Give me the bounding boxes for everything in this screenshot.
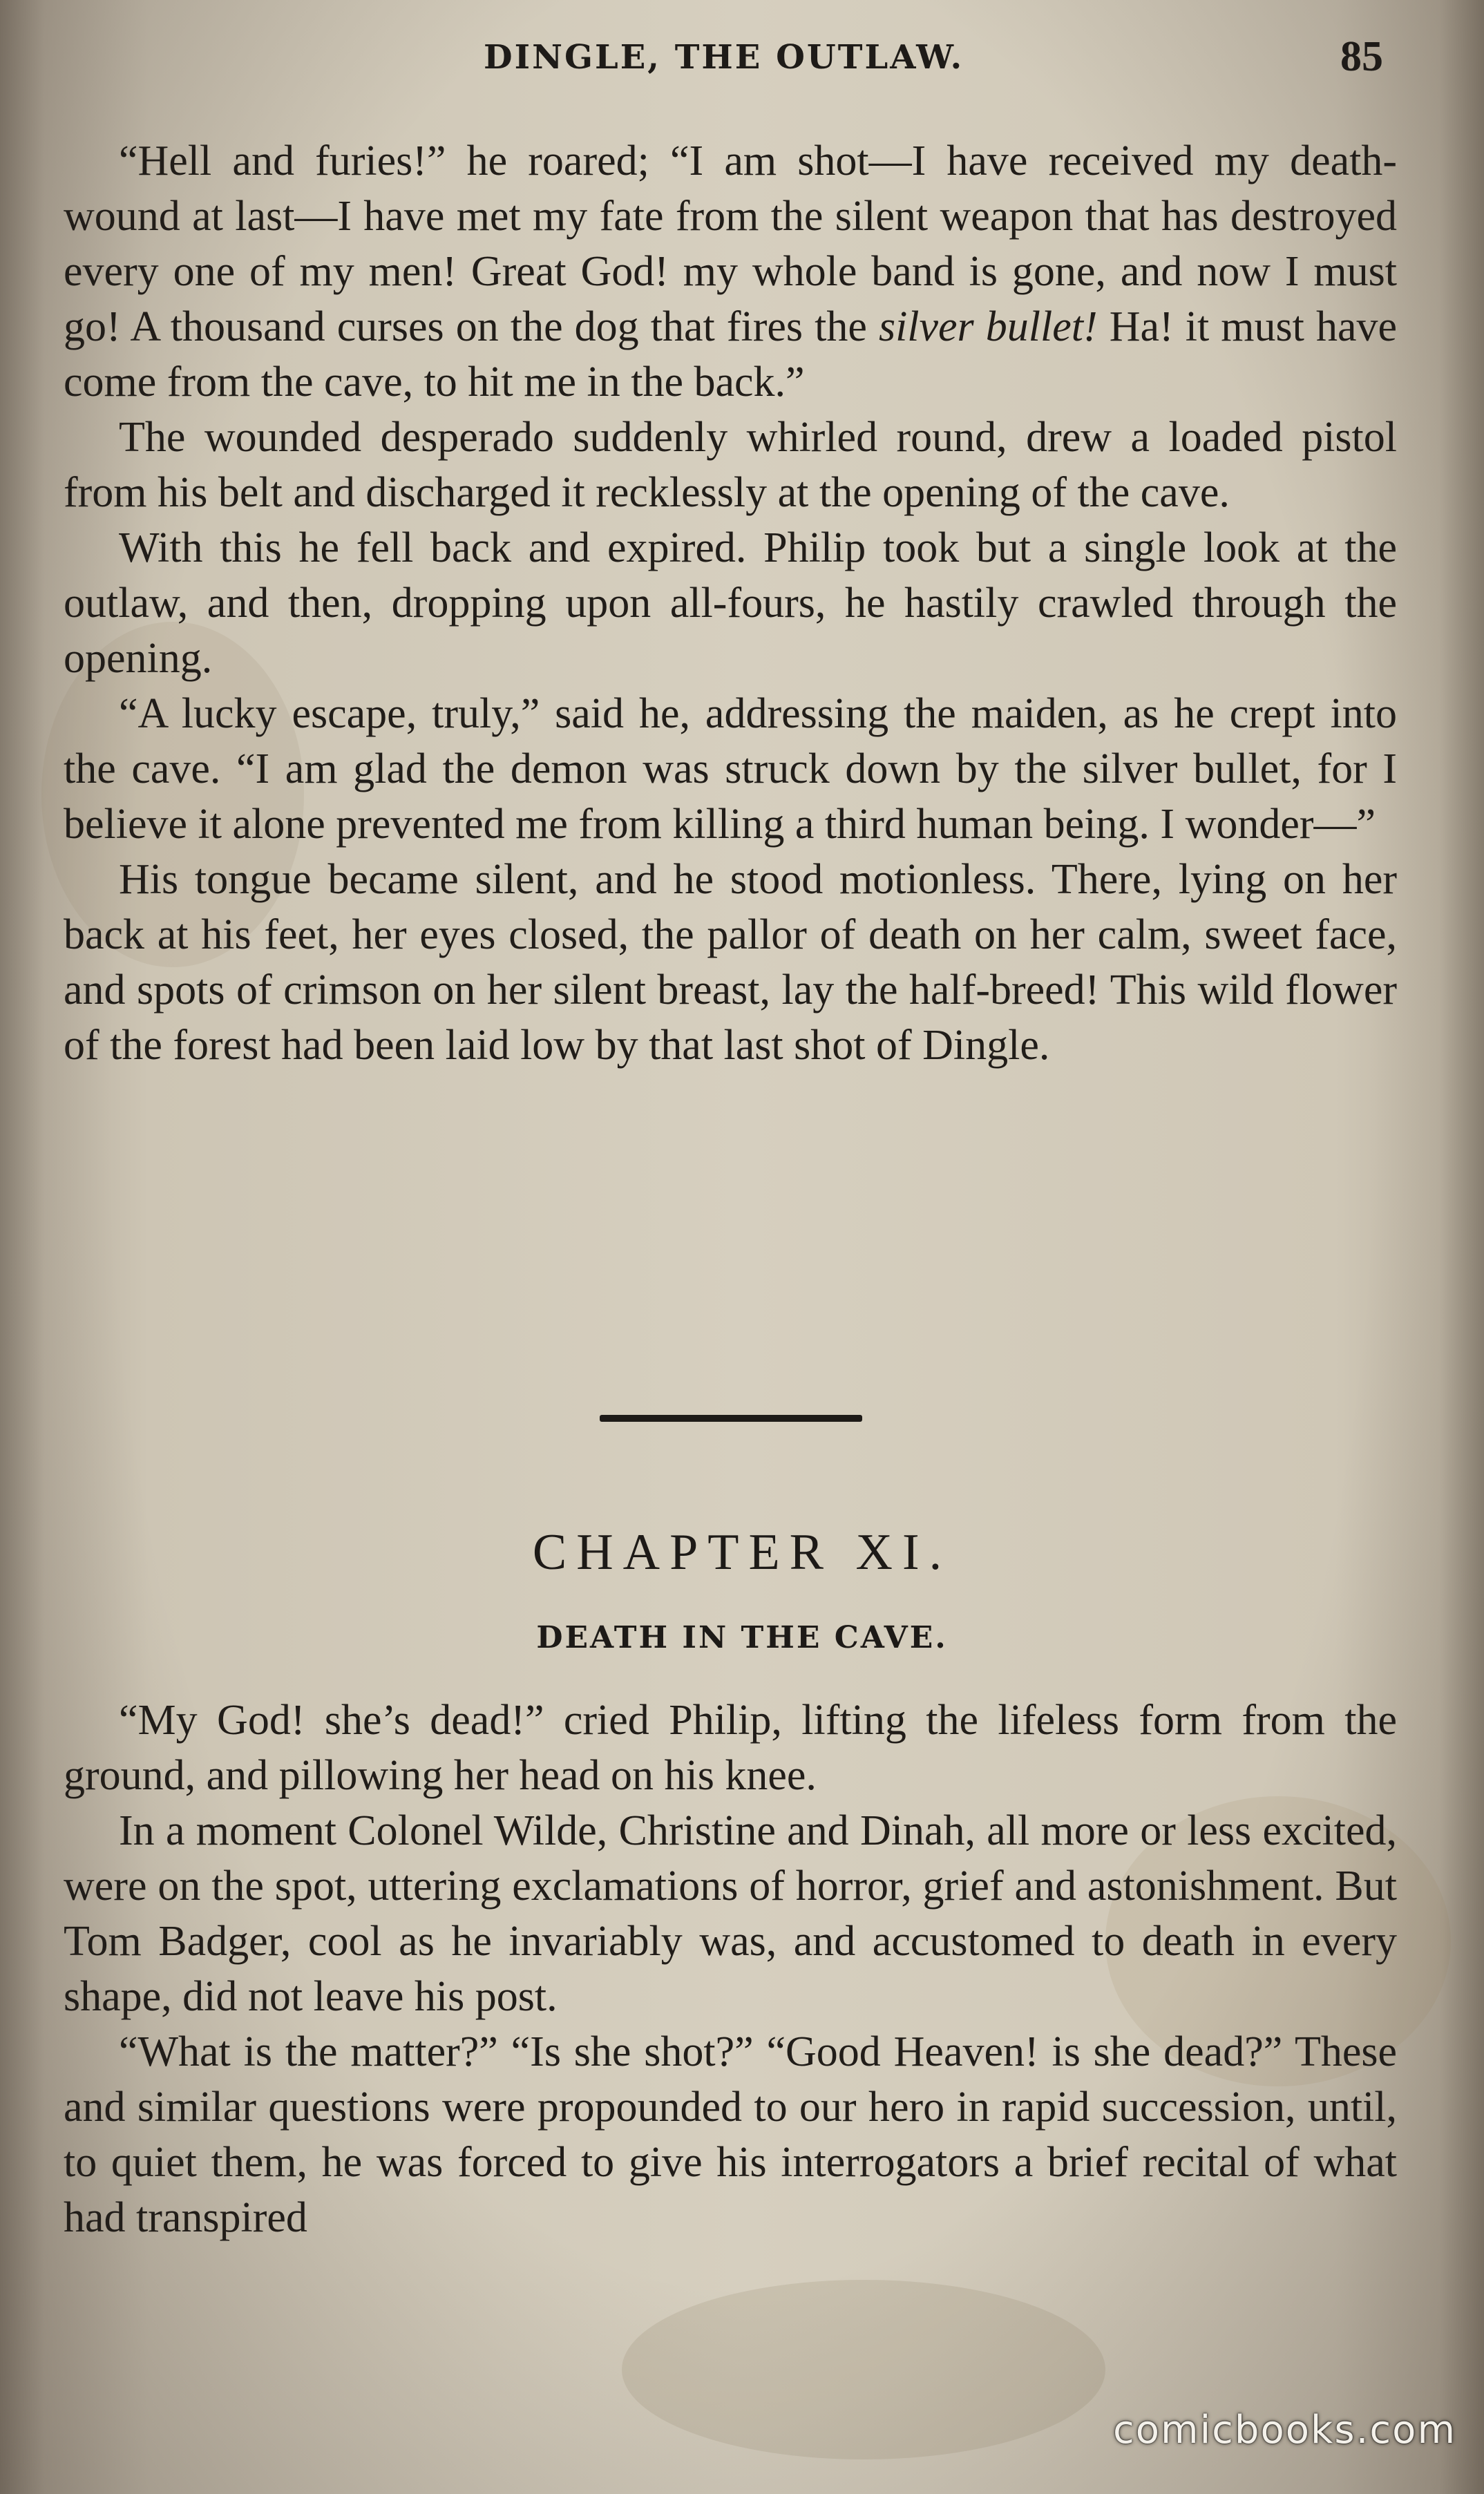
chapter-title: CHAPTER XI. <box>532 1524 952 1581</box>
section-divider <box>600 1415 862 1422</box>
italic-phrase: silver bullet! <box>878 303 1098 350</box>
paragraph: “My God! she’s dead!” cried Philip, lifting the lifeless form from the ground, and pillowing her head on his knee. <box>64 1697 1397 1799</box>
body-text-top <box>64 133 1397 1073</box>
body-text-bottom <box>64 1693 1397 2245</box>
paragraph: His tongue became silent, and he stood motionless. There, lying on her back at his feet, her eyes closed, the pallor of death on her calm, sweet face, and spots of crimson on her silent breast, lay the half-breed! This wild flower of the forest had been laid low by that last shot of Dingle. <box>64 856 1397 1069</box>
page-number: 85 <box>1340 33 1383 80</box>
paragraph: “A lucky escape, truly,” said he, addressing the maiden, as he crept into the cave. “I am glad the demon was struck down by the silver bullet, for I believe it alone prevented me from killing a third human being. I wonder—” <box>64 690 1397 848</box>
paragraph: “Hell and furies!” he roared; “I am shot—I have received my death-wound at last—I have met my fate from the silent weapon that has destroyed every one of my men! Great God! my whole band is gone, and now I must go! A thousand curses on the dog that fires the silver bullet! Ha! it must have come from the cave, to hit me in the back.” <box>64 137 1397 406</box>
paragraph: The wounded desperado suddenly whirled round, drew a loaded pistol from his belt and discharged it recklessly at the opening of the cave. <box>64 414 1397 516</box>
paragraph: With this he fell back and expired. Philip took but a single look at the outlaw, and then, dropping upon all-fours, he hastily crawled through the opening. <box>64 524 1397 682</box>
paragraph: In a moment Colonel Wilde, Christine and Dinah, all more or less excited, were on the spot, uttering exclamations of horror, grief and astonishment. But Tom Badger, cool as he invariably was, and accustomed to death in every shape, did not leave his post. <box>64 1807 1397 2020</box>
page-header <box>0 33 1484 100</box>
running-head: DINGLE, THE OUTLAW. <box>484 38 964 77</box>
watermark: comicbooks.com <box>1112 2408 1456 2453</box>
paragraph: “What is the matter?” “Is she shot?” “Good Heaven! is she dead?” These and similar questions were propounded to our hero in rapid succession, until, to quiet them, he was forced to give his interrogators a brief recital of what had transpired <box>64 2028 1397 2241</box>
page-stain <box>622 2280 1105 2459</box>
chapter-subtitle: DEATH IN THE CAVE. <box>536 1620 948 1655</box>
